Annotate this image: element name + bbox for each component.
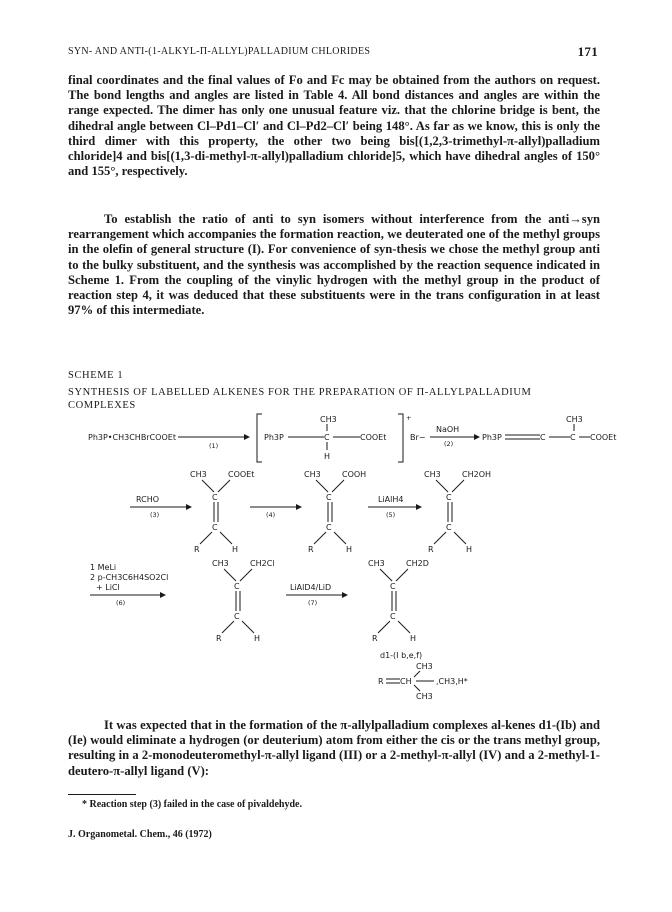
mol4-bond-bl: [222, 621, 234, 633]
counterion: Br−: [410, 433, 426, 442]
general-r: R: [378, 677, 384, 686]
mol4-ch2cl: CH2Cl: [250, 559, 275, 568]
charge-plus: +: [406, 414, 412, 422]
reagent6-line3: + LiCl: [96, 583, 120, 592]
mol2-cooh: COOH: [342, 470, 367, 479]
paragraph-deuteration: To establish the ratio of anti to syn isomers without interference from the anti→syn rearrangement which accompanies the formation reaction, we deuterated one of the methyl groups in the olefin of general structure (I). For convenience of syn-thesis we chose the methyl group anti to the bulky substituent, and the synthesis was accomplished by the reaction sequence indicated in Scheme 1. From the coupling of the vinylic hydrogen with the methyl group in the product of reaction step 4, it was deduced that these substituents were in the trans configuration in at least 97% of this intermediate.: [68, 212, 600, 318]
scheme-title: SYNTHESIS OF LABELLED ALKENES FOR THE PREPARATION OF Π-ALLYLPALLADIUM COMPLEXES: [68, 387, 532, 411]
mol4-h: H: [254, 634, 261, 643]
ylide-right: COOEt: [360, 433, 387, 442]
paragraph-structure-details: final coordinates and the final values of Fo and Fc may be obtained from the authors on request. The bond lengths and angles are listed in Table 4. All bond distances and angles are within the range expected. The dimer has only one unusual feature viz. that the chlorine bridge is bent, the dihedral angle between Cl–Pd1–Cl′ and Cl–Pd2–Cl′ being 148°. As far as we know, this is only the third dimer with this property, the other two being bis[(1,2,3-trimethyl-π-allyl)palladium chloride]4 and bis[(1,3-di-methyl-π-allyl)palladium chloride]5, which have dihedral angles of 150° and 155°, respectively.: [68, 73, 600, 179]
reaction-scheme: [60, 412, 620, 702]
mol1-bond-bl: [200, 532, 212, 544]
footnote-rule: [68, 794, 136, 795]
reagent6-line2: 2 p-CH3C6H4SO2Cl: [90, 573, 169, 582]
mol2-bond-tl: [316, 480, 328, 492]
mol2-r: R: [308, 545, 314, 554]
mol2-bond-tr: [332, 480, 344, 492]
mol5-bond-tr: [396, 569, 408, 581]
mol5-bond-bl: [378, 621, 390, 633]
mol5-ch3: CH3: [368, 559, 385, 568]
mol2-c-bottom: C: [326, 523, 332, 532]
footnote: * Reaction step (3) failed in the case of pivaldehyde.: [82, 799, 302, 810]
ylide-carbon: C: [324, 433, 330, 442]
step7-label: (7): [308, 599, 318, 607]
general-bottom-ch3: CH3: [416, 692, 433, 701]
mol2-bond-br: [334, 532, 346, 544]
mol1-cooet: COOEt: [228, 470, 255, 479]
mol2-h: H: [346, 545, 353, 554]
product-label: d1-(I b,e,f): [380, 651, 423, 660]
mol3-bond-br: [454, 532, 466, 544]
mol4-bond-br: [242, 621, 254, 633]
arrowhead-step7: [342, 592, 348, 598]
arrowhead-step3: [186, 504, 192, 510]
running-head: [68, 44, 598, 60]
scheme-label: SCHEME 1: [68, 370, 124, 381]
arrowhead-step1: [244, 434, 250, 440]
arrowhead-step4: [296, 504, 302, 510]
mol1-ch3: CH3: [190, 470, 207, 479]
step4-label: (4): [266, 511, 276, 519]
step6-label: (6): [116, 599, 126, 607]
mol1-c-top: C: [212, 493, 218, 502]
general-right: ,CH3,H*: [436, 677, 468, 686]
mol5-bond-br: [398, 621, 410, 633]
product-top: CH3: [566, 415, 583, 424]
mol5-c-top: C: [390, 582, 396, 591]
product-left: Ph3P: [482, 433, 502, 442]
mol2-bond-bl: [314, 532, 326, 544]
mol3-r: R: [428, 545, 434, 554]
running-head-title: SYN- AND ANTI-(1-ALKYL-Π-ALLYL)PALLADIUM CHLORIDES: [68, 46, 371, 57]
reaction-scheme-drawing: [60, 412, 620, 702]
general-bond-down: [414, 685, 420, 691]
journal-citation: J. Organometal. Chem., 46 (1972): [68, 829, 212, 840]
mol3-bond-tr: [452, 480, 464, 492]
paragraph-elimination: It was expected that in the formation of the π-allylpalladium complexes al-kenes d1-(Ib) and (Ie) would eliminate a hydrogen (or deuterium) atom from either the cis or the trans methyl group, resulting in a 2-monodeuteromethyl-π-allyl ligand (III) or a 2-methyl-π-allyl (IV) and a 2-methyl-1-deutero-π-allyl ligand (V):: [68, 718, 600, 778]
mol2-ch3: CH3: [304, 470, 321, 479]
ylide-top: CH3: [320, 415, 337, 424]
ylide-bottom: H: [324, 452, 331, 461]
mol1-bond-tl: [202, 480, 214, 492]
mol3-ch3: CH3: [424, 470, 441, 479]
mol1-bond-tr: [218, 480, 230, 492]
arrowhead-step6: [160, 592, 166, 598]
mol5-ch2d: CH2D: [406, 559, 429, 568]
product-right: COOEt: [590, 433, 617, 442]
mol3-ch2oh: CH2OH: [462, 470, 492, 479]
mol5-r: R: [372, 634, 378, 643]
page-number: 171: [577, 44, 598, 59]
mol3-bond-tl: [436, 480, 448, 492]
mol2-c-top: C: [326, 493, 332, 502]
ylide-left: Ph3P: [264, 433, 284, 442]
mol3-bond-bl: [434, 532, 446, 544]
reagent-rcho: RCHO: [136, 495, 160, 504]
mol5-bond-tl: [380, 569, 392, 581]
step3-label: (3): [150, 511, 160, 519]
reagent-lialh4: LiAlH4: [378, 495, 404, 504]
mol4-r: R: [216, 634, 222, 643]
arrowhead-step2: [474, 434, 480, 440]
general-ch: CH: [400, 677, 412, 686]
reagent-naoh: NaOH: [436, 425, 460, 434]
product-c1: C: [540, 433, 546, 442]
mol3-h: H: [466, 545, 473, 554]
mol5-h: H: [410, 634, 417, 643]
mol3-c-bottom: C: [446, 523, 452, 532]
mol4-bond-tl: [224, 569, 236, 581]
mol1-h: H: [232, 545, 239, 554]
mol1-bond-br: [220, 532, 232, 544]
mol4-bond-tr: [240, 569, 252, 581]
general-bond-up: [414, 671, 420, 677]
step1-label: (1): [209, 442, 219, 450]
step5-label: (5): [386, 511, 396, 519]
product-c2: C: [570, 433, 576, 442]
arrowhead-step5: [416, 504, 422, 510]
reagent6-line1: 1 MeLi: [90, 563, 117, 572]
mol3-c-top: C: [446, 493, 452, 502]
mol5-c-bottom: C: [390, 612, 396, 621]
right-bracket: [398, 414, 403, 462]
mol4-c-bottom: C: [234, 612, 240, 621]
step2-label: (2): [444, 440, 454, 448]
mol4-ch3: CH3: [212, 559, 229, 568]
mol1-r: R: [194, 545, 200, 554]
left-bracket: [257, 414, 262, 462]
reagent-lialD4: LiAlD4/LiD: [290, 583, 332, 592]
mol1-c-bottom: C: [212, 523, 218, 532]
general-top-ch3: CH3: [416, 662, 433, 671]
mol4-c-top: C: [234, 582, 240, 591]
start-reagent: Ph3P•CH3CHBrCOOEt: [88, 433, 176, 442]
